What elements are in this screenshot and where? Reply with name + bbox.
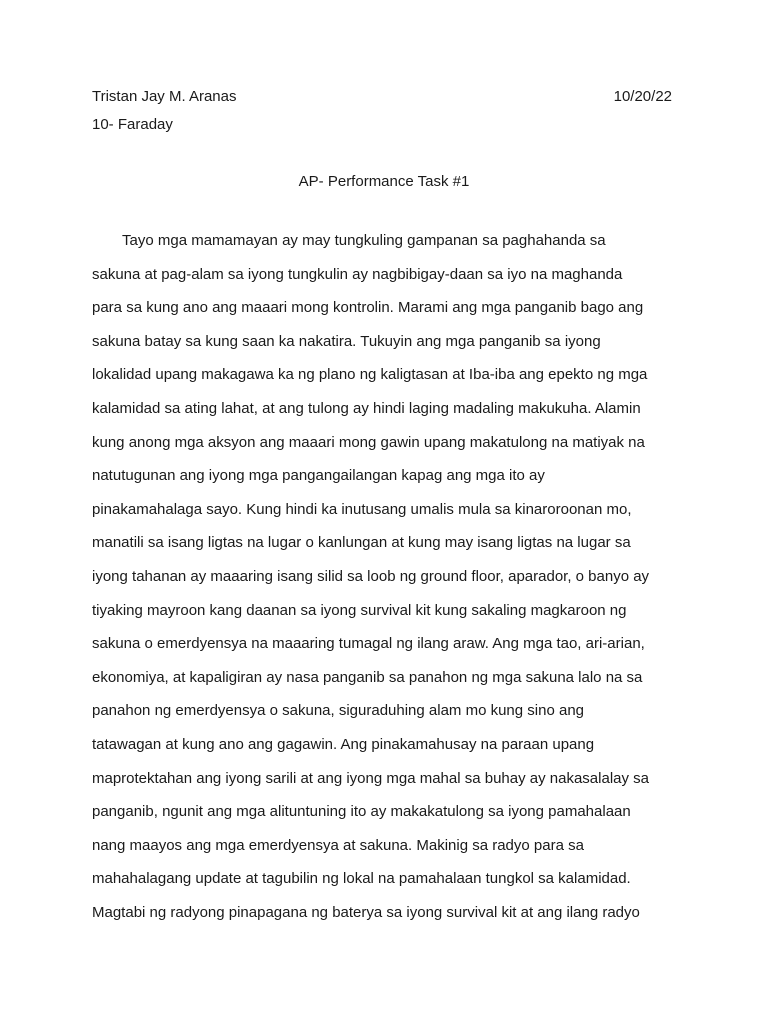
paragraph-line: tiyaking mayroon kang daanan sa iyong survival kit kung sakaling magkaroon ng bbox=[92, 601, 627, 619]
class-section: 10- Faraday bbox=[92, 116, 173, 133]
paragraph-line: natutugunan ang iyong mga pangangailangan kapag ang mga ito ay bbox=[92, 467, 545, 485]
document-header bbox=[92, 87, 672, 107]
paragraph-line: iyong tahanan ay maaaring isang silid sa loob ng ground floor, aparador, o banyo ay bbox=[92, 567, 650, 585]
paragraph-line: nang maayos ang mga emerdyensya at sakuna. Makinig sa radyo para sa bbox=[92, 836, 584, 854]
paragraph-line: mahahalagang update at tagubilin ng lokal na pamahalaan tungkol sa kalamidad. bbox=[92, 870, 631, 888]
paragraph-line: Magtabi ng radyong pinapagana ng baterya sa iyong survival kit at ang ilang radyo bbox=[92, 903, 640, 921]
paragraph-line: kung anong mga aksyon ang maaari mong gawin upang makatulong na matiyak na bbox=[92, 433, 645, 451]
paragraph-line: sakuna batay sa kung saan ka nakatira. Tukuyin ang mga panganib sa iyong bbox=[92, 332, 601, 350]
paragraph-line: kalamidad sa ating lahat, at ang tulong ay hindi laging madaling makukuha. Alamin bbox=[92, 399, 641, 417]
paragraph-line: lokalidad upang makagawa ka ng plano ng kaligtasan at Iba-iba ang epekto ng mga bbox=[92, 366, 648, 384]
paragraph-line: panahon ng emerdyensya o sakuna, siguraduhing alam mo kung sino ang bbox=[92, 702, 584, 720]
paragraph-line: tatawagan at kung ano ang gagawin. Ang pinakamahusay na paraan upang bbox=[92, 735, 595, 753]
paragraph-line: panganib, ngunit ang mga alituntuning ito ay makakatulong sa iyong pamahalaan bbox=[92, 803, 631, 821]
document-title: AP- Performance Task #1 bbox=[298, 173, 470, 190]
body-paragraph bbox=[92, 230, 672, 935]
paragraph-line: Tayo mga mamamayan ay may tungkuling gampanan sa paghahanda sa bbox=[122, 232, 606, 249]
paragraph-line: ekonomiya, at kapaligiran ay nasa panganib sa panahon ng mga sakuna lalo na sa bbox=[92, 668, 643, 686]
paragraph-line: maprotektahan ang iyong sarili at ang iyong mga mahal sa buhay ay nakasalalay sa bbox=[92, 769, 650, 787]
paragraph-line: sakuna at pag-alam sa iyong tungkulin ay nagbibigay-daan sa iyo na maghanda bbox=[92, 265, 623, 283]
paragraph-line: manatili sa isang ligtas na lugar o kanlungan at kung may isang ligtas na lugar sa bbox=[92, 534, 631, 552]
document-date: 10/20/22 bbox=[613, 88, 672, 105]
paragraph-line: pinakamahalaga sayo. Kung hindi ka inutusang umalis mula sa kinaroroonan mo, bbox=[92, 500, 632, 518]
author-name: Tristan Jay M. Aranas bbox=[92, 88, 237, 105]
paragraph-line: para sa kung ano ang maaari mong kontrolin. Marami ang mga panganib bago ang bbox=[92, 299, 644, 317]
paragraph-line: sakuna o emerdyensya na maaaring tumagal ng ilang araw. Ang mga tao, ari-arian, bbox=[92, 635, 645, 653]
